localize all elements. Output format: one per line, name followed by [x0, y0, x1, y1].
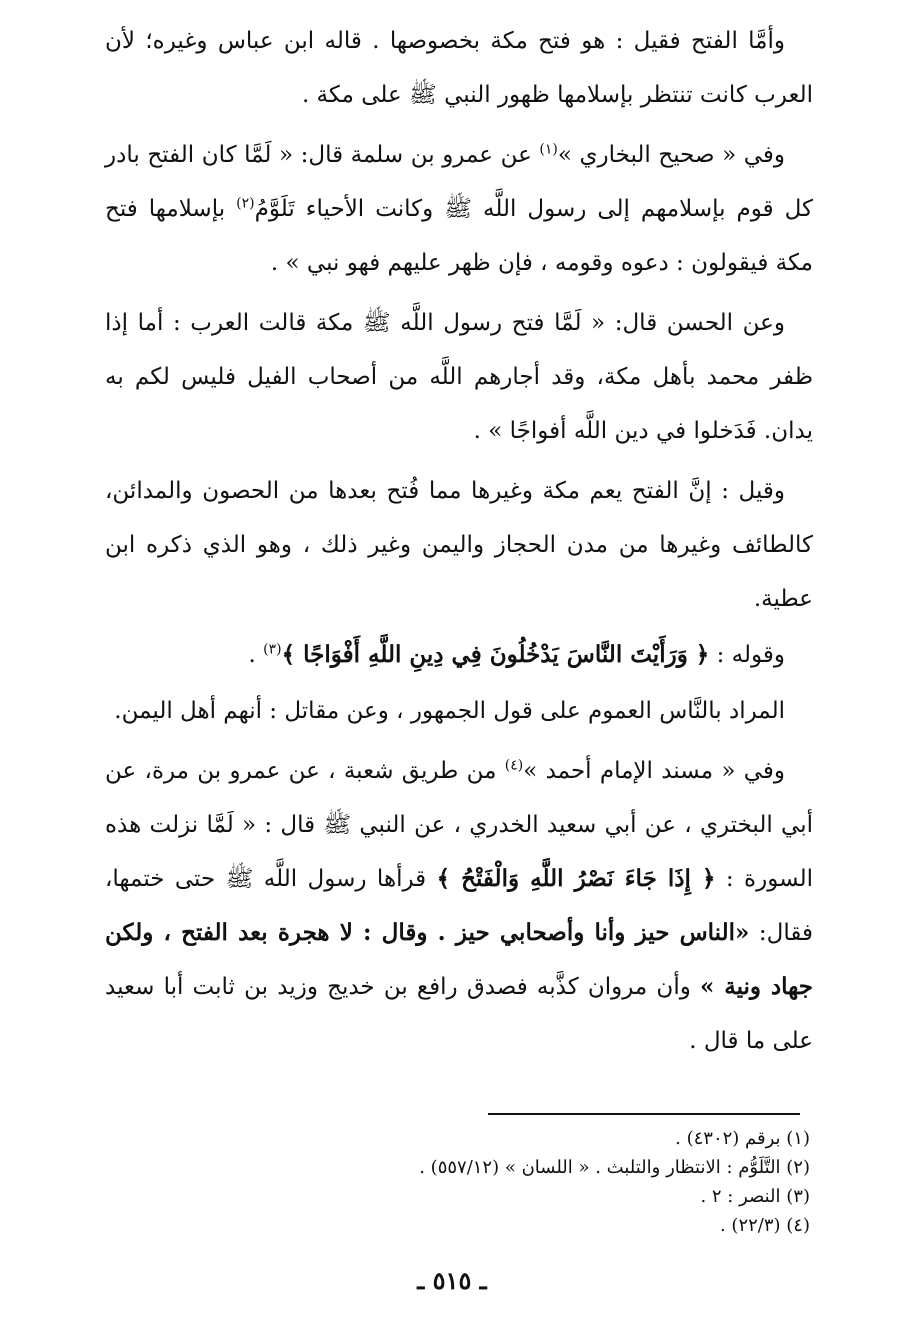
paragraph-text-end: بإسلامها فتح مكة فيقولون : دعوه وقومه ، فإن ظهر عليهم فهو نبي » .: [105, 196, 813, 276]
paragraph-musnad: [105, 744, 813, 1068]
paragraph-general-conquest: [105, 464, 813, 626]
paragraph-text-middle: عن عمرو بن سلمة قال: « لَمَّا كان الفتح بادر كل قوم بإسلامهم إلى رسول اللَّه ﷺ وكانت الأحياء تَلَوَّمُ: [105, 142, 813, 222]
paragraph-hasan: [105, 296, 813, 458]
paragraph-conquest-meaning: [105, 14, 813, 122]
paragraph-text: وقيل : إنَّ الفتح يعم مكة وغيرها مما فُتح بعدها من الحصون والمدائن، كالطائف وغيرها من مدن الحجاز واليمن وغير ذلك ، وهو الذي ذكره ابن عطية.: [105, 478, 813, 612]
paragraph-text-start: وفي « مسند الإمام أحمد »: [523, 758, 786, 784]
footnote-ref-1: (١): [539, 141, 558, 158]
paragraph-text-chain: من طريق شعبة ، عن عمرو بن مرة، عن أبي البختري ، عن أبي سعيد الخدري ، عن النبي ﷺ قال : « لَمَّا نزلت هذه السورة :: [105, 758, 814, 892]
footnote-2: (٢) التَّلَوُّم : الانتظار والتلبث . « اللسان » (٥٥٧/١٢) .: [419, 1157, 810, 1178]
paragraph-text: المراد بالنَّاس العموم على قول الجمهور ، وعن مقاتل : أنهم أهل اليمن.: [114, 698, 785, 724]
footnote-ref-2: (٢): [236, 195, 255, 212]
paragraph-verse-quote: [105, 628, 813, 682]
quran-verse: ﴿ وَرَأَيْتَ النَّاسَ يَدْخُلُونَ فِي دِينِ اللَّهِ أَفْوَاجًا ﴾: [281, 641, 710, 668]
paragraph-bukhari: [105, 128, 813, 290]
hadith-quote: «الناس حيز وأنا وأصحابي حيز . وقال : لا هجرة بعد الفتح ، ولكن جهاد ونية »: [105, 919, 813, 1000]
paragraph-people-meaning: [105, 684, 813, 738]
paragraph-text-end: .: [248, 642, 264, 668]
main-text: [105, 14, 813, 1070]
footnotes: [300, 1124, 810, 1240]
quran-verse: ﴿ إِذَا جَاءَ نَصْرُ اللَّهِ وَالْفَتْحُ ﴾: [436, 865, 716, 892]
footnote-4: (٤) (٢٢/٣) .: [719, 1215, 810, 1236]
paragraph-text-recitation: قرأها رسول اللَّه ﷺ حتى ختمها، فقال:: [105, 866, 813, 946]
footnote-separator: [488, 1113, 800, 1115]
paragraph-text-start: وفي « صحيح البخاري »: [557, 142, 785, 168]
page-number: ـ ٥١٥ ـ: [417, 1266, 487, 1295]
footnote-ref-4: (٤): [504, 757, 524, 774]
paragraph-text: وأمَّا الفتح فقيل : هو فتح مكة بخصوصها . قاله ابن عباس وغيره؛ لأن العرب كانت تنتظر بإسلامها ظهور النبي ﷺ على مكة .: [105, 28, 813, 108]
paragraph-text-end: وأن مروان كذَّبه فصدق رافع بن خديج وزيد بن ثابت أبا سعيد على ما قال .: [105, 974, 813, 1054]
footnote-3: (٣) النصر : ٢ .: [700, 1186, 810, 1207]
paragraph-text: وعن الحسن قال: « لَمَّا فتح رسول اللَّه ﷺ مكة قالت العرب : أما إذا ظفر محمد بأهل مكة، وقد أجارهم اللَّه من أصحاب الفيل فليس لكم به يدان. فَدَخلوا في دين اللَّه أفواجًا » .: [105, 310, 813, 444]
footnote-ref-3: (٣): [263, 641, 282, 658]
footnote-1: (١) برقم (٤٣٠٢) .: [675, 1128, 810, 1149]
paragraph-text-start: وقوله :: [709, 642, 785, 668]
